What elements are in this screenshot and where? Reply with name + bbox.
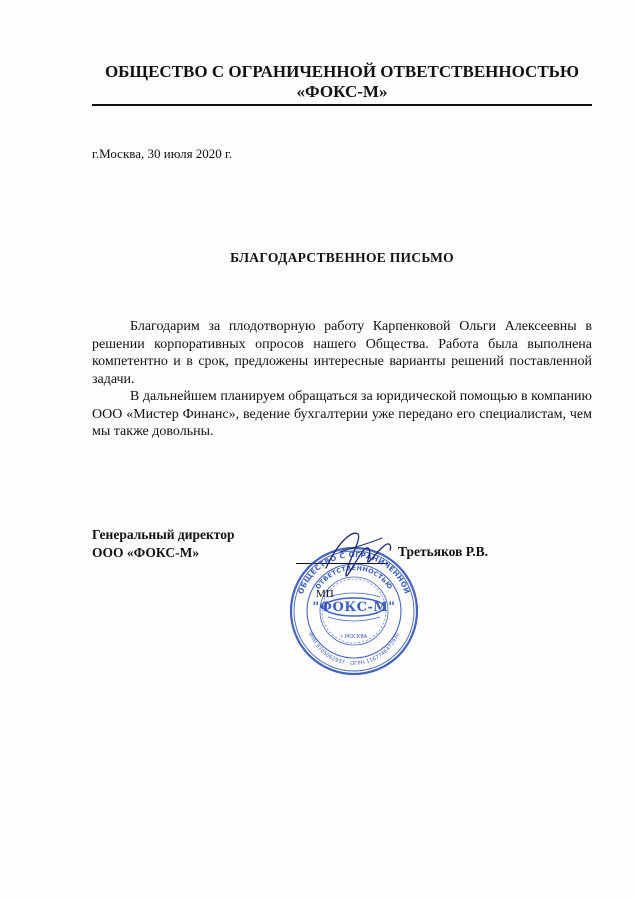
letterhead-line2: «ФОКС-М» (296, 82, 388, 101)
letterhead (92, 62, 592, 102)
signer-position: Генеральный директор (92, 527, 235, 542)
letterhead-rule (92, 104, 592, 106)
document-title: БЛАГОДАРСТВЕННОЕ ПИСЬМО (230, 250, 454, 265)
body-paragraph-2: В дальнейшем планируем обращаться за юридической помощью в компанию ООО «Мистер Финанс», ведение бухгалтерии уже передано его специалистам, чем мы также довольны. (92, 389, 592, 439)
letterhead-line1: ОБЩЕСТВО С ОГРАНИЧЕННОЙ ОТВЕТСТВЕННОСТЬЮ (104, 62, 580, 81)
letter-body (92, 318, 592, 441)
svg-text:ИНН 9705062937 · ОГРН 11677464: ИНН 9705062937 · ОГРН 1167746473930 (306, 631, 402, 668)
seal-outer-text: ОБЩЕСТВО С ОГРАНИЧЕННОЙ (295, 549, 413, 596)
mp-label: МП (316, 588, 334, 600)
handwritten-signature (318, 522, 398, 592)
svg-text:г.МОСКВА: г.МОСКВА (340, 634, 368, 640)
seal-inner-text: ОТВЕТСТВЕННОСТЬЮ (313, 563, 395, 591)
signer-organization: ООО «ФОКС-М» (92, 545, 200, 560)
svg-text:"ФОКС-М": "ФОКС-М" (312, 600, 396, 615)
signer-name: Третьяков Р.В. (398, 544, 489, 559)
body-paragraph-1: Благодарим за плодотворную работу Карпенковой Ольги Алексеевны в решении корпоративных опросов нашего Общества. Работа была выполнена компетентно и в срок, предложены интересные варианты решений поставленной задачи. (92, 319, 592, 387)
signature-block (92, 526, 234, 562)
place-date: г.Москва, 30 июля 2020 г. (92, 146, 233, 161)
